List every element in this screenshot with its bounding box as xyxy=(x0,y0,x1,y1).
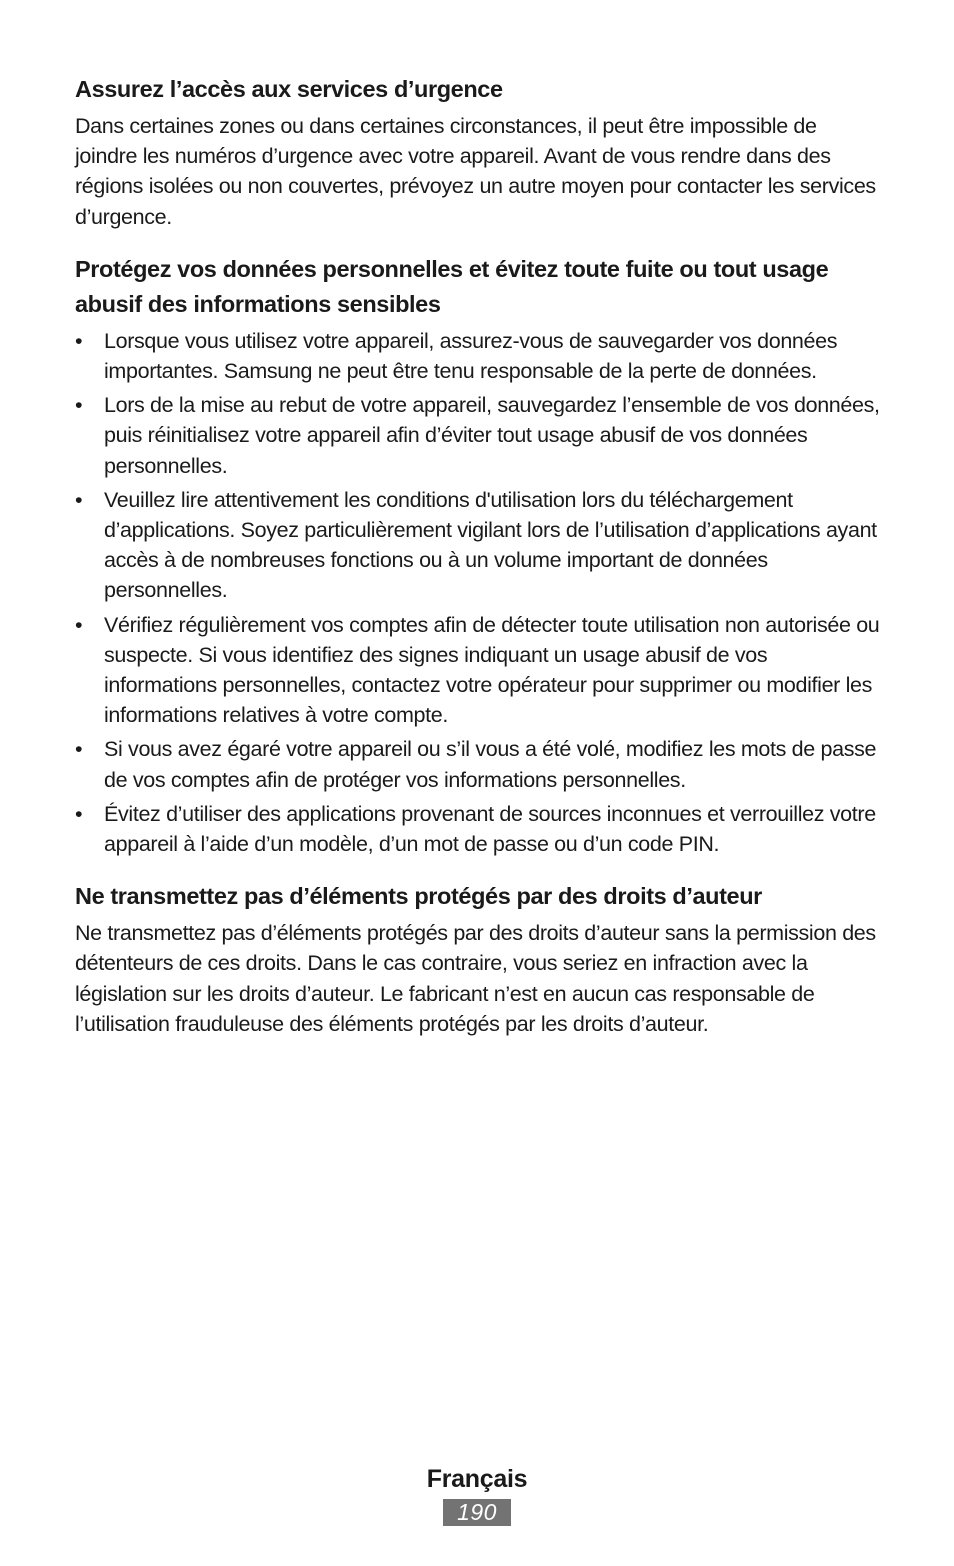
section-paragraph: Ne transmettez pas d’éléments protégés par des droits d’auteur sans la permission des détenteurs de ces droits. Dans le cas contraire, vous seriez en infraction avec la législation sur les droits d’auteur. Le fabricant n’est en aucun cas responsable de l’utilisation frauduleuse des éléments protégés par les droits d’auteur. xyxy=(75,921,876,1036)
section-heading: Protégez vos données personnelles et évitez toute fuite ou tout usage abusif des informations sensibles xyxy=(75,255,829,317)
section-copyright xyxy=(75,879,883,1039)
bullet-icon: • xyxy=(75,737,83,762)
page-footer xyxy=(0,1462,954,1526)
list-item xyxy=(75,734,883,794)
section-paragraph: Dans certaines zones ou dans certaines circonstances, il peut être impossible de joindre les numéros d’urgence avec votre appareil. Avant de vous rendre dans des régions isolées ou non couvertes, prévoyez un autre moyen pour contacter les services d’urgence. xyxy=(75,114,876,229)
section-personal-data xyxy=(75,252,883,859)
list-item xyxy=(75,799,883,859)
list-item xyxy=(75,610,883,731)
list-item xyxy=(75,390,883,481)
bullet-icon: • xyxy=(75,801,83,826)
list-item xyxy=(75,326,883,386)
list-item-text: Si vous avez égaré votre appareil ou s’il vous a été volé, modifiez les mots de passe de vos comptes afin de protéger vos informations personnelles. xyxy=(104,737,877,792)
list-item-text: Vérifiez régulièrement vos comptes afin de détecter toute utilisation non autorisée ou suspecte. Si vous identifiez des signes indiquant un usage abusif de vos informations personnelles, contactez votre opérateur pour supprimer ou modifier les informations relatives à votre compte. xyxy=(104,612,880,728)
page-number-badge: 190 xyxy=(443,1499,511,1526)
bullet-icon: • xyxy=(75,487,83,512)
section-heading: Assurez l’accès aux services d’urgence xyxy=(75,76,503,102)
footer-language: Français xyxy=(426,1465,528,1493)
bullet-icon: • xyxy=(75,328,83,353)
list-item-text: Évitez d’utiliser des applications provenant de sources inconnues et verrouillez votre appareil à l’aide d’un modèle, d’un mot de passe ou d’un code PIN. xyxy=(104,801,876,857)
list-item-text: Veuillez lire attentivement les conditions d'utilisation lors du téléchargement d’applications. Soyez particulièrement vigilant lors de l’utilisation d’applications ayant accès à de nombreuses fonctions ou à un volume important de données personnelles. xyxy=(104,487,877,603)
bullet-icon: • xyxy=(75,393,83,418)
list-item-text: Lorsque vous utilisez votre appareil, assurez-vous de sauvegarder vos données importantes. Samsung ne peut être tenu responsable de la perte de données. xyxy=(104,328,838,384)
bullet-list xyxy=(75,326,883,859)
document-content xyxy=(75,72,883,1059)
section-heading: Ne transmettez pas d’éléments protégés par des droits d’auteur xyxy=(75,883,762,910)
list-item-text: Lors de la mise au rebut de votre appareil, sauvegardez l’ensemble de vos données, puis réinitialisez votre appareil afin d’éviter tout usage abusif de vos données personnelles. xyxy=(104,393,880,478)
list-item xyxy=(75,485,883,606)
bullet-icon: • xyxy=(75,612,83,637)
section-emergency xyxy=(75,72,883,232)
